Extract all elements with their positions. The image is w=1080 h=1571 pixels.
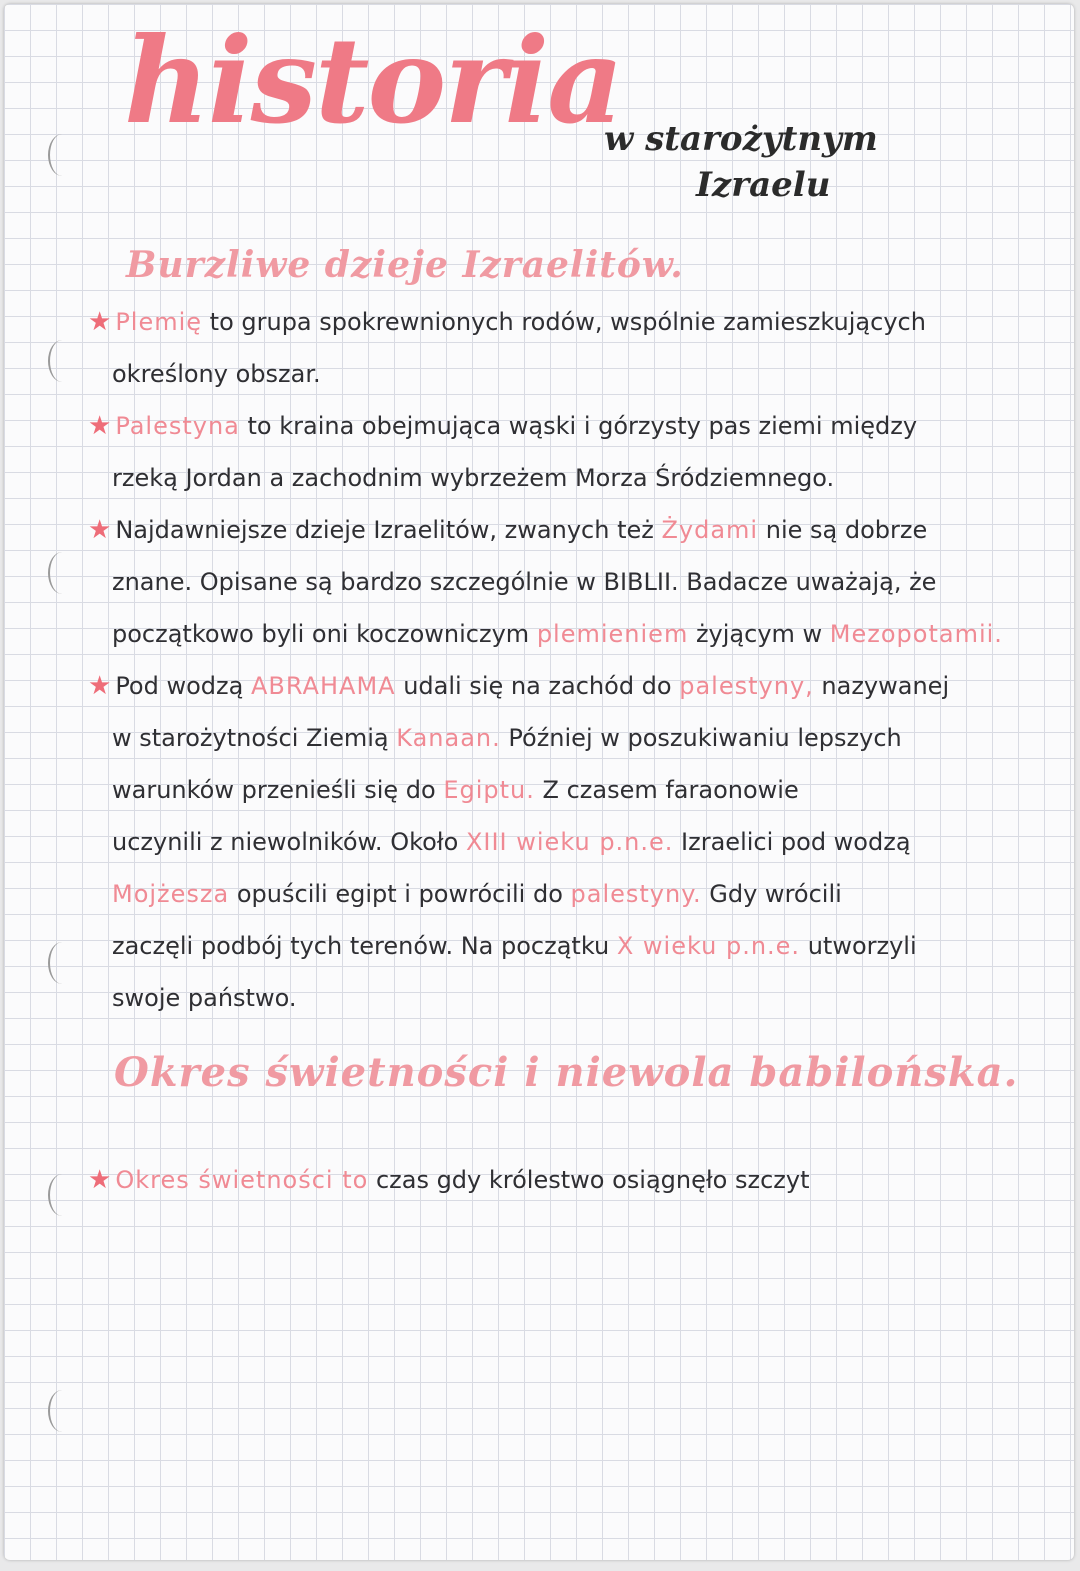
paragraph-text: zaczęli podbój tych terenów. Na początku [112,932,617,960]
binder-hole-mark [48,1174,76,1216]
binder-hole-mark [48,134,76,176]
note-paragraph-palestyna [88,400,1063,504]
subtitle-line-2: Izraelu [696,165,831,205]
paragraph-text: Później w poszukiwaniu lepszych [500,724,902,752]
key-term: XIII wieku p.n.e. [465,828,674,856]
paragraph-text: utworzyli [800,932,917,960]
paragraph-text: określony obszar. [112,360,321,388]
paragraph-text: żyjącym w [688,620,830,648]
paragraph-text: początkowo byli oni koczowniczym [112,620,537,648]
note-paragraph-plemie [88,296,1063,400]
key-term: Palestyna [115,412,240,440]
section-heading-2: Okres świetności i niewola babilońska. [114,1049,1019,1096]
page-subtitle [604,116,964,208]
key-term: X wieku p.n.e. [616,932,801,960]
paragraph-text: Gdy wrócili [701,880,842,908]
star-icon: ★ [88,307,112,337]
key-term: Kanaan. [396,724,501,752]
paragraph-text: znane. Opisane są bardzo szczególnie w BIBLII. Badacze uważają, że [112,568,937,596]
star-icon: ★ [88,515,112,545]
binder-hole-mark [48,942,76,984]
paragraph-text: uczynili z niewolników. Około [112,828,466,856]
paragraph-text: Najdawniejsze dzieje Izraelitów, zwanych też [115,516,662,544]
key-term: palestyny, [679,672,814,700]
paragraph-text: Izraelici pod wodzą [673,828,911,856]
star-icon: ★ [88,1165,112,1195]
note-paragraph-dzieje [88,504,1063,660]
paragraph-text: opuścili egipt i powrócili do [229,880,571,908]
star-icon: ★ [88,411,112,441]
section-heading-1: Burzliwe dzieje Izraelitów. [126,244,684,286]
subtitle-line-1: w starożytnym [604,119,878,159]
notebook-page [4,4,1074,1560]
binder-hole-mark [48,340,76,382]
paragraph-text: swoje państwo. [112,984,297,1012]
paragraph-text: nazywanej [813,672,950,700]
paragraph-text: warunków przenieśli się do [112,776,444,804]
key-term: ABRAHAMA [250,672,396,700]
binder-hole-mark [48,552,76,594]
key-term: Okres świetności to [115,1166,369,1194]
key-term: Plemię [115,308,203,336]
paragraph-text: to grupa spokrewnionych rodów, wspólnie zamieszkujących [202,308,926,336]
paragraph-text: Z czasem faraonowie [534,776,799,804]
paragraph-text: czas gdy królestwo osiągnęło szczyt [368,1166,810,1194]
paragraph-text: nie są dobrze [758,516,928,544]
key-term: Żydami [661,516,759,544]
key-term: palestyny. [570,880,702,908]
paragraph-text: Pod wodzą [115,672,251,700]
paragraph-text: to kraina obejmująca wąski i górzysty pas ziemi między [239,412,918,440]
key-term: Mezopotamii. [829,620,1003,648]
page-title: historia [124,11,622,150]
paragraph-text: udali się na zachód do [395,672,680,700]
paragraph-text: rzeką Jordan a zachodnim wybrzeżem Morza Śródziemnego. [112,464,835,492]
note-paragraph-okres [88,1154,1063,1206]
note-paragraph-abraham [88,660,1063,1024]
key-term: Egiptu. [443,776,535,804]
star-icon: ★ [88,671,112,701]
key-term: plemieniem [536,620,689,648]
binder-hole-mark [48,1390,76,1432]
paragraph-text: w starożytności Ziemią [112,724,397,752]
key-term: Mojżesza [112,880,230,908]
